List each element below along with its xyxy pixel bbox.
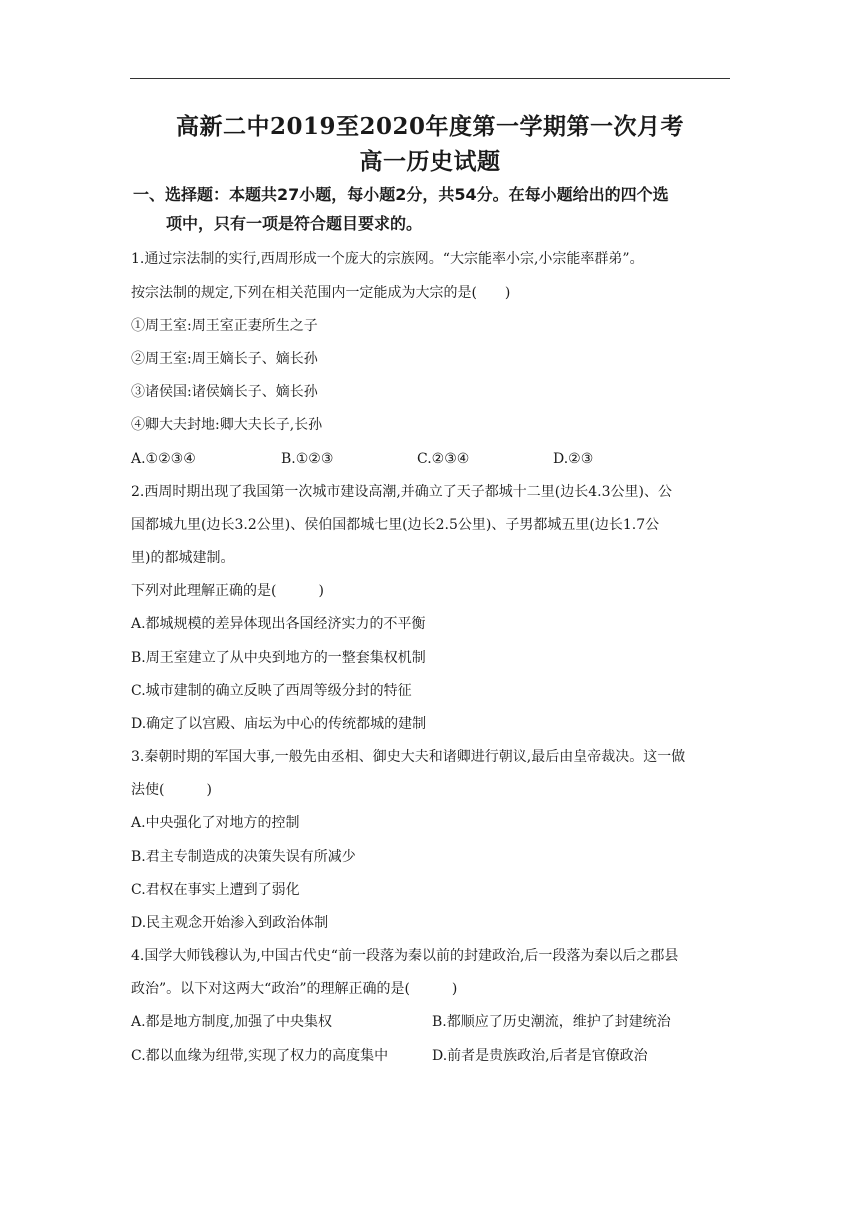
q2-option-c[interactable]: C.城市建制的确立反映了西周等级分封的特征 xyxy=(131,683,412,699)
q4-option-c[interactable]: C.都以血缘为纽带,实现了权力的高度集中 xyxy=(131,1048,389,1064)
q1-item-4: ④卿大夫封地:卿大夫长子,长孙 xyxy=(131,417,323,433)
q1-stem-line1: 1.通过宗法制的实行,西周形成一个庞大的宗族网。“大宗能率小宗,小宗能率群弟”。 xyxy=(131,251,644,267)
q4-option-b[interactable]: B.都顺应了历史潮流，维护了封建统治 xyxy=(432,1014,671,1030)
q4-stem-line1: 4.国学大师钱穆认为,中国古代史“前一段落为秦以前的封建政治,后一段落为秦以后之郡县 xyxy=(131,948,679,964)
q2-option-b[interactable]: B.周王室建立了从中央到地方的一整套集权机制 xyxy=(131,650,426,666)
q2-stem-line4: 下列对此理解正确的是( ) xyxy=(131,583,324,599)
section-instructions-line1: 一、选择题：本题共27小题，每小题2分，共54分。在每小题给出的四个选 xyxy=(133,185,669,204)
q1-option-c[interactable]: C.②③④ xyxy=(417,451,470,467)
q1-option-d[interactable]: D.②③ xyxy=(553,451,594,467)
q2-stem-line3: 里)的都城建制。 xyxy=(131,550,235,566)
q1-item-2: ②周王室:周王嫡长子、嫡长孙 xyxy=(131,351,318,367)
q4-option-a[interactable]: A.都是地方制度,加强了中央集权 xyxy=(131,1014,333,1030)
q1-item-3: ③诸侯国:诸侯嫡长子、嫡长孙 xyxy=(131,384,318,400)
section-instructions-line2: 项中，只有一项是符合题目要求的。 xyxy=(166,214,423,233)
q2-option-a[interactable]: A.都城规模的差异体现出各国经济实力的不平衡 xyxy=(131,616,426,632)
q3-option-a[interactable]: A.中央强化了对地方的控制 xyxy=(131,815,300,831)
q2-stem-line1: 2.西周时期出现了我国第一次城市建设高潮,并确立了天子都城十二里(边长4.3公里)、公 xyxy=(131,484,672,500)
q4-option-d[interactable]: D.前者是贵族政治,后者是官僚政治 xyxy=(432,1048,648,1064)
q1-option-a[interactable]: A.①②③④ xyxy=(131,451,196,467)
q1-stem-line2: 按宗法制的规定,下列在相关范围内一定能成为大宗的是( ) xyxy=(131,285,511,301)
header-rule xyxy=(130,78,730,79)
q3-stem-line1: 3.秦朝时期的军国大事,一般先由丞相、御史大夫和诸卿进行朝议,最后由皇帝裁决。这一做 xyxy=(131,749,686,765)
q3-option-b[interactable]: B.君主专制造成的决策失误有所减少 xyxy=(131,849,356,865)
q4-stem-line2: 政治”。以下对这两大“政治”的理解正确的是( ) xyxy=(131,981,458,997)
q1-item-1: ①周王室:周王室正妻所生之子 xyxy=(131,318,318,334)
exam-title: 高新二中2019至2020年度第一学期第一次月考 xyxy=(175,113,685,140)
q3-option-d[interactable]: D.民主观念开始渗入到政治体制 xyxy=(131,915,329,931)
q3-option-c[interactable]: C.君权在事实上遭到了弱化 xyxy=(131,882,300,898)
exam-subtitle: 高一历史试题 xyxy=(359,148,501,175)
q2-stem-line2: 国都城九里(边长3.2公里)、侯伯国都城七里(边长2.5公里)、子男都城五里(边长1.7公 xyxy=(131,517,660,533)
q3-stem-line2: 法使( ) xyxy=(131,782,212,798)
q2-option-d[interactable]: D.确定了以宫殿、庙坛为中心的传统都城的建制 xyxy=(131,716,427,732)
section-instructions xyxy=(133,180,733,238)
q1-option-b[interactable]: B.①②③ xyxy=(281,451,334,467)
